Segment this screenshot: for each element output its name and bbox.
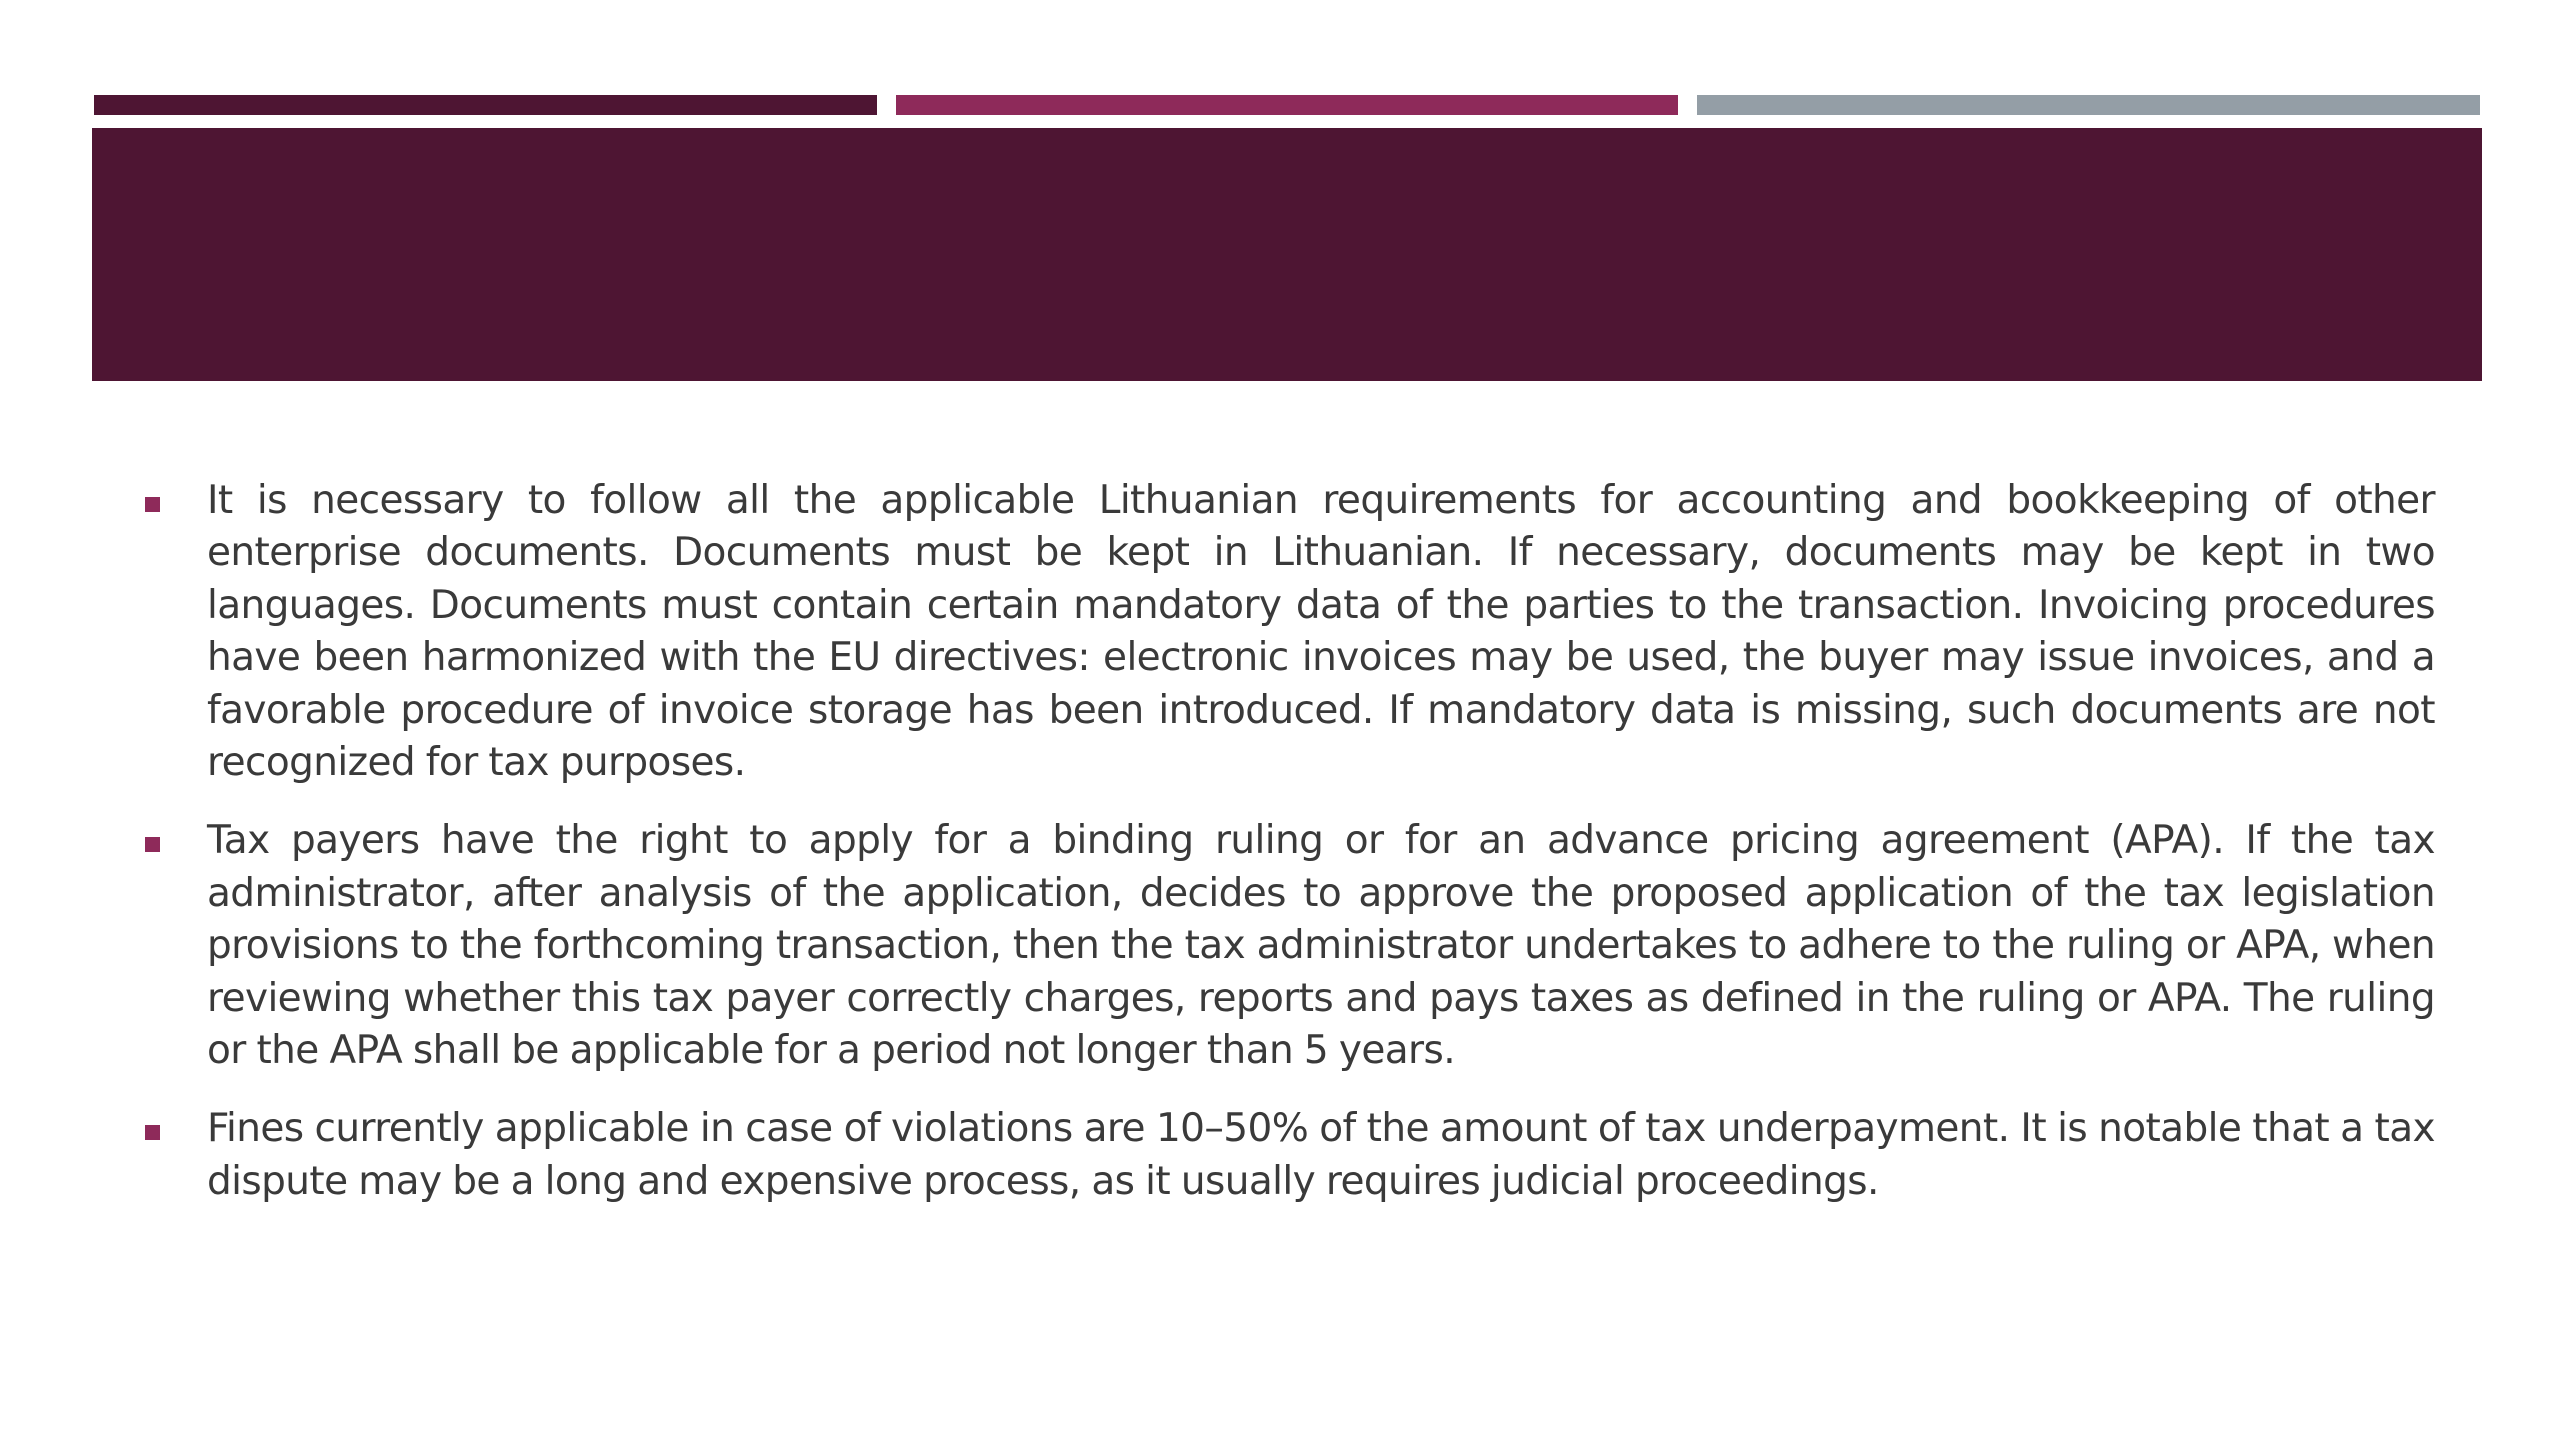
bullet-text: Fines currently applicable in case of violations are 10–50% of the amount of tax underpayment. It is notable that a tax dispute may be a long and expensive process, as it usually requires judicial proceedings. bbox=[207, 1106, 2435, 1204]
square-bullet-icon bbox=[145, 1125, 160, 1140]
bullet-item-accounting bbox=[140, 475, 2435, 789]
accent-bar-gray bbox=[1697, 95, 2480, 115]
accent-bar-dark bbox=[94, 95, 877, 115]
bullet-text: Tax payers have the right to apply for a binding ruling or for an advance pricing agreement (APA). If the tax administrator, after analysis of the application, decides to approve the proposed application of the tax legislation provisions to the forthcoming transaction, then the tax administrator undertakes to adhere to the ruling or APA, when reviewing whether this tax payer correctly charges, reports and pays taxes as defined in the ruling or APA. The ruling or the APA shall be applicable for a period not longer than 5 years. bbox=[207, 818, 2435, 1074]
square-bullet-icon bbox=[145, 837, 160, 852]
bullet-item-fines bbox=[140, 1103, 2435, 1208]
bullet-text: It is necessary to follow all the applicable Lithuanian requirements for accounting and bookkeeping of other enterprise documents. Documents must be kept in Lithuanian. If necessary, documents may be kept in two languages. Documents must contain certain mandatory data of the parties to the transaction. Invoicing procedures have been harmonized with the EU directives: electronic invoices may be used, the buyer may issue invoices, and a favorable procedure of invoice storage has been introduced. If mandatory data is missing, such documents are not recognized for tax purposes. bbox=[207, 478, 2435, 786]
slide-content bbox=[140, 475, 2435, 1234]
title-band bbox=[92, 128, 2482, 381]
accent-bar-magenta bbox=[896, 95, 1678, 115]
square-bullet-icon bbox=[145, 497, 160, 512]
bullet-item-binding-ruling bbox=[140, 815, 2435, 1077]
